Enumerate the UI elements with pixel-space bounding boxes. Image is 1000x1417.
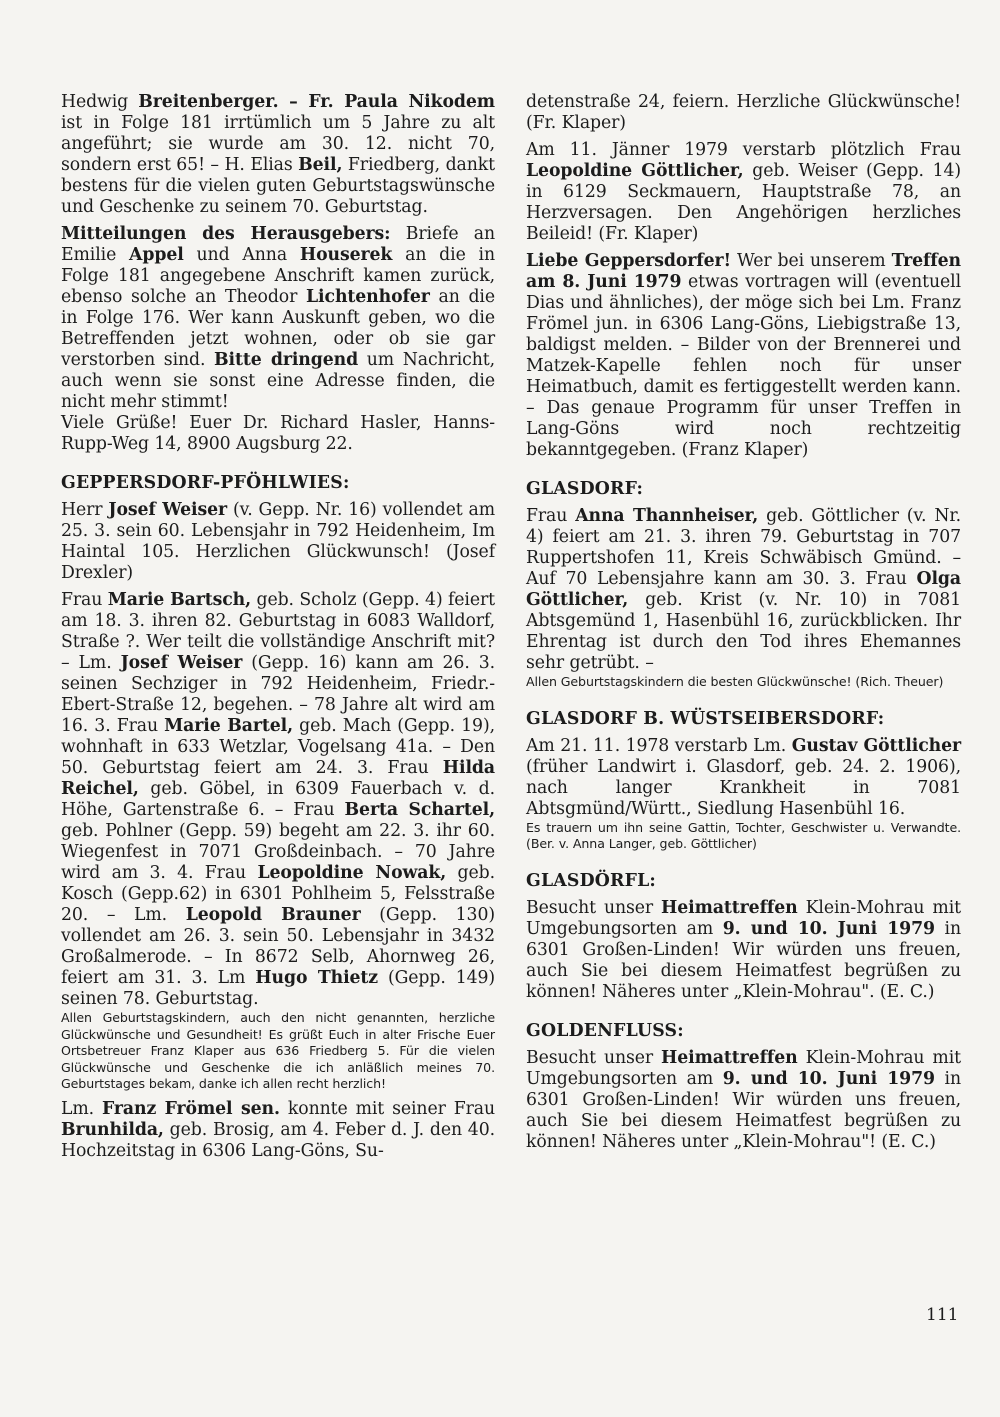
text-run: (Gepp. 149) seinen 78. Geburtstag. xyxy=(61,968,496,1009)
section-heading-goldenfluss: GOLDENFLUSS: xyxy=(526,1020,684,1041)
weiser-paragraph xyxy=(61,500,495,584)
bold-name: 9. und 10. Juni 1979 xyxy=(722,1068,935,1089)
text-run: Besucht unser xyxy=(526,1047,662,1068)
bartsch-paragraph xyxy=(61,590,495,1010)
wuest-closing-note: Es trauern um ihn seine Gattin, Tochter, Geschwister u. Verwandte. (Ber. v. Anna Langer, geb. Göttlicher) xyxy=(526,819,961,851)
greeting-signature: Viele Grüße! Euer Dr. Richard Hasler, Hanns-Rupp-Weg 14, 8900 Augsburg 22. xyxy=(61,413,495,454)
bold-name: Franz Frömel sen. xyxy=(102,1098,280,1119)
bold-name: Hugo Thietz xyxy=(255,968,379,988)
section-heading-wuestseibersdorf: GLASDORF B. WÜSTSEIBERSDORF: xyxy=(526,708,885,729)
text-run: Am 21. 11. 1978 verstarb Lm. xyxy=(526,735,792,756)
text-run: geb. Brosig, am 4. Feber d. J. den 40. Hochzeitstag in 6306 Lang-Göns, Su- xyxy=(61,1119,495,1161)
text-run: Herr xyxy=(61,500,109,520)
text-run: geb. Weiser (Gepp. 14) in 6129 Seckmauern, Hauptstraße 78, an Herzversagen. Den Angehörigen herzliches Beileid! (Fr. Klaper) xyxy=(526,161,962,244)
bold-name: Mitteilungen des Herausgebers: xyxy=(61,224,391,244)
text-run: in 6301 Großen-Linden! Wir würden uns freuen, auch Sie bei diesem Heimatfest begrüßen zu können! Näheres unter „Klein-Mohrau"! (E. C.) xyxy=(526,1068,961,1152)
text-run: geb. Göttlicher (v. Nr. 4) feiert am 21. 3. ihren 79. Geburtstag in 707 Ruppertshofen 11, Kreis Schwäbisch Gmünd. – Auf 70 Lebensjahre kann am 30. 3. Frau xyxy=(526,506,961,589)
treffen-announcement xyxy=(526,251,961,461)
publisher-notice xyxy=(61,224,495,413)
text-run: geb. Mach (Gepp. 19), wohnhaft in 633 Wetzlar, Vogelsang 41a. – Den 50. Geburtstag feiert am 24. 3. Frau xyxy=(61,716,495,778)
bold-name: Breitenberger. – Fr. Paula Nikodem xyxy=(138,92,495,112)
text-run: etwas vortragen will (eventuell Dias und ähnliches), der möge sich bei Lm. Franz Frömel jun. in 6306 Lang-Göns, Liebigstraße 13, baldigst melden. – Bilder von der Brennerei und Matzek-Kapelle fehlen noch für unser Heimatbuch, damit es fertiggestellt werden kann. – Das genaue Programm für unser Treffen in Lang-Göns wird noch rechtzeitig bekanntgegeben. (Franz Klaper) xyxy=(526,272,961,460)
bold-name: Lichtenhofer xyxy=(306,287,430,307)
text-run: an die in Folge 181 angegebene Anschrift kamen zurück, ebenso solche an Theodor xyxy=(61,245,495,307)
text-run: an die in Folge 176. Wer kann Auskunft geben, wo die Betreffenden jetzt wohnen, oder ob sie gar verstorben sind. xyxy=(61,287,495,370)
text-run: und Anna xyxy=(183,245,300,265)
text-run: Frau xyxy=(61,590,108,610)
bold-name: Josef Weiser xyxy=(108,500,227,520)
bold-name: Leopold Brauner xyxy=(185,905,361,925)
text-run: um Nachricht, auch wenn sie sonst eine Adresse finden, die nicht mehr stimmt! xyxy=(61,350,496,412)
section-heading-glasdoerfl: GLASDÖRFL: xyxy=(526,870,656,891)
continuation-paragraph: detenstraße 24, feiern. Herzliche Glückwünsche! (Fr. Klaper) xyxy=(526,92,961,133)
bold-name: Anna Thannheiser, xyxy=(575,506,759,526)
text-run: geb. Kosch (Gepp.62) in 6301 Pohlheim 5, Felsstraße 20. – Lm. xyxy=(61,863,495,925)
geppersdorf-closing-note: Allen Geburtstagskindern, auch den nicht genannten, herzliche Glückwünsche und Gesundheit! Es grüßt Euch in alter Frische Euer Ortsbetreuer Franz Klaper aus 636 Friedberg 5. Für die vielen Glückwünsche und Geschenke die ich anläßlich meines 70. Geburtstages bekam, danke ich allen recht herzlich! xyxy=(61,1010,495,1091)
glasdoerfl-paragraph xyxy=(526,898,961,1003)
bold-name: Marie Bartsch, xyxy=(107,590,252,610)
text-run: Lm. xyxy=(61,1098,103,1119)
text-run: geb. Pohlner (Gepp. 59) begeht am 22. 3. ihr 60. Wiegenfest in 7071 Großdeinbach. – 70 Jahre wird am 3. 4. Frau xyxy=(61,821,495,883)
gustav-obituary xyxy=(526,736,961,820)
text-run: geb. Krist (v. Nr. 10) in 7081 Abtsgemünd 1, Hasenbühl 16, zurückblicken. Ihr Ehrentag ist durch den Tod ihres Ehemannes sehr getrübt. – xyxy=(526,590,961,673)
goldenfluss-paragraph xyxy=(526,1048,961,1153)
text-run: in 6301 Großen-Linden! Wir würden uns freuen, auch Sie bei diesem Heimatfest begrüßen zu können! Näheres unter „Klein-Mohrau". (E. C.) xyxy=(526,918,961,1002)
text-run: Friedberg, dankt bestens für die vielen guten Geburtstagswünsche und Geschenke zu seinem 70. Geburtstag. xyxy=(61,155,495,217)
text-run: Hedwig xyxy=(61,92,139,112)
section-heading-glasdorf: GLASDORF: xyxy=(526,479,644,499)
bold-name: Houserek xyxy=(299,245,393,265)
text-run: geb. Scholz (Gepp. 4) feiert am 18. 3. ihren 82. Geburtstag in 6083 Walldorf, Straße ?. Wer teilt die vollständige Anschrift mit? – Lm. xyxy=(61,590,495,673)
bold-name: Liebe Geppersdorfer! xyxy=(526,251,731,271)
bold-name: Heimattreffen xyxy=(661,1047,798,1068)
bold-name: Berta Schartel, xyxy=(344,800,495,820)
intro-paragraph xyxy=(61,92,495,218)
text-run: konnte mit seiner Frau xyxy=(279,1098,495,1119)
goettlicher-obituary xyxy=(526,140,961,245)
text-run: (Gepp. 16) kann am 26. 3. seinen Sechziger in 792 Heidenheim, Friedr.-Ebert-Straße 12, begehen. – 78 Jahre alt wird am 16. 3. Frau xyxy=(61,653,495,736)
glasdorf-closing-note: Allen Geburtstagskindern die besten Glückwünsche! (Rich. Theuer) xyxy=(526,674,944,689)
text-run: Klein-Mohrau mit Umgebungsorten am xyxy=(526,1047,961,1089)
bold-name: Marie Bartel, xyxy=(164,716,294,736)
left-column xyxy=(61,92,495,1168)
section-heading-geppersdorf: GEPPERSDORF-PFÖHLWIES: xyxy=(61,473,350,493)
thannheiser-paragraph xyxy=(526,506,961,674)
bold-name: Leopoldine Göttlicher, xyxy=(526,161,744,181)
text-run: Klein-Mohrau mit Umgebungsorten am xyxy=(526,897,961,939)
bold-name: Brunhilda, xyxy=(61,1119,164,1140)
text-run: (v. Gepp. Nr. 16) vollendet am 25. 3. sein 60. Lebensjahr in 792 Heidenheim, Im Haintal 105. Herzlichen Glückwunsch! (Josef Drexler) xyxy=(61,500,495,583)
text-run: Am 11. Jänner 1979 verstarb plötzlich Frau xyxy=(526,140,961,160)
bold-name: Beil, xyxy=(298,155,343,175)
froemel-paragraph xyxy=(61,1099,495,1162)
text-run: Frau xyxy=(526,506,576,526)
bold-name: Heimattreffen xyxy=(661,897,798,918)
bold-name: Leopoldine Nowak, xyxy=(257,863,447,883)
bold-name: Josef Weiser xyxy=(120,653,243,673)
bold-name: Bitte dringend xyxy=(214,350,359,370)
bold-name: 9. und 10. Juni 1979 xyxy=(722,918,935,939)
text-run: Briefe an Emilie xyxy=(61,224,495,265)
text-run: geb. Göbel, in 6309 Fauerbach v. d. Höhe, Gartenstraße 6. – Frau xyxy=(61,779,495,820)
right-column xyxy=(526,92,961,1159)
text-run: Wer bei unserem xyxy=(731,251,892,271)
bold-name: Treffen am 8. Juni 1979 xyxy=(526,251,961,292)
text-run: (früher Landwirt i. Glasdorf, geb. 24. 2. 1906), nach langer Krankheit in 7081 Abtsgmünd/Württ., Siedlung Hasenbühl 16. xyxy=(526,756,961,819)
text-run: ist in Folge 181 irrtümlich um 5 Jahre zu alt angeführt; sie wurde am 30. 12. nicht 70, sondern erst 65! – H. Elias xyxy=(61,113,495,175)
bold-name: Appel xyxy=(129,245,184,265)
text-run: Besucht unser xyxy=(526,897,662,918)
text-run: (Gepp. 130) vollendet am 26. 3. sein 50. Lebensjahr in 3432 Großalmerode. – In 8672 Selb, Ahornweg 26, feiert am 31. 3. Lm xyxy=(61,905,495,988)
bold-name: Hilda Reichel, xyxy=(61,758,495,799)
bold-name: Olga Göttlicher, xyxy=(526,569,961,610)
page-number: 111 xyxy=(926,1305,959,1325)
bold-name: Gustav Göttlicher xyxy=(791,735,962,756)
